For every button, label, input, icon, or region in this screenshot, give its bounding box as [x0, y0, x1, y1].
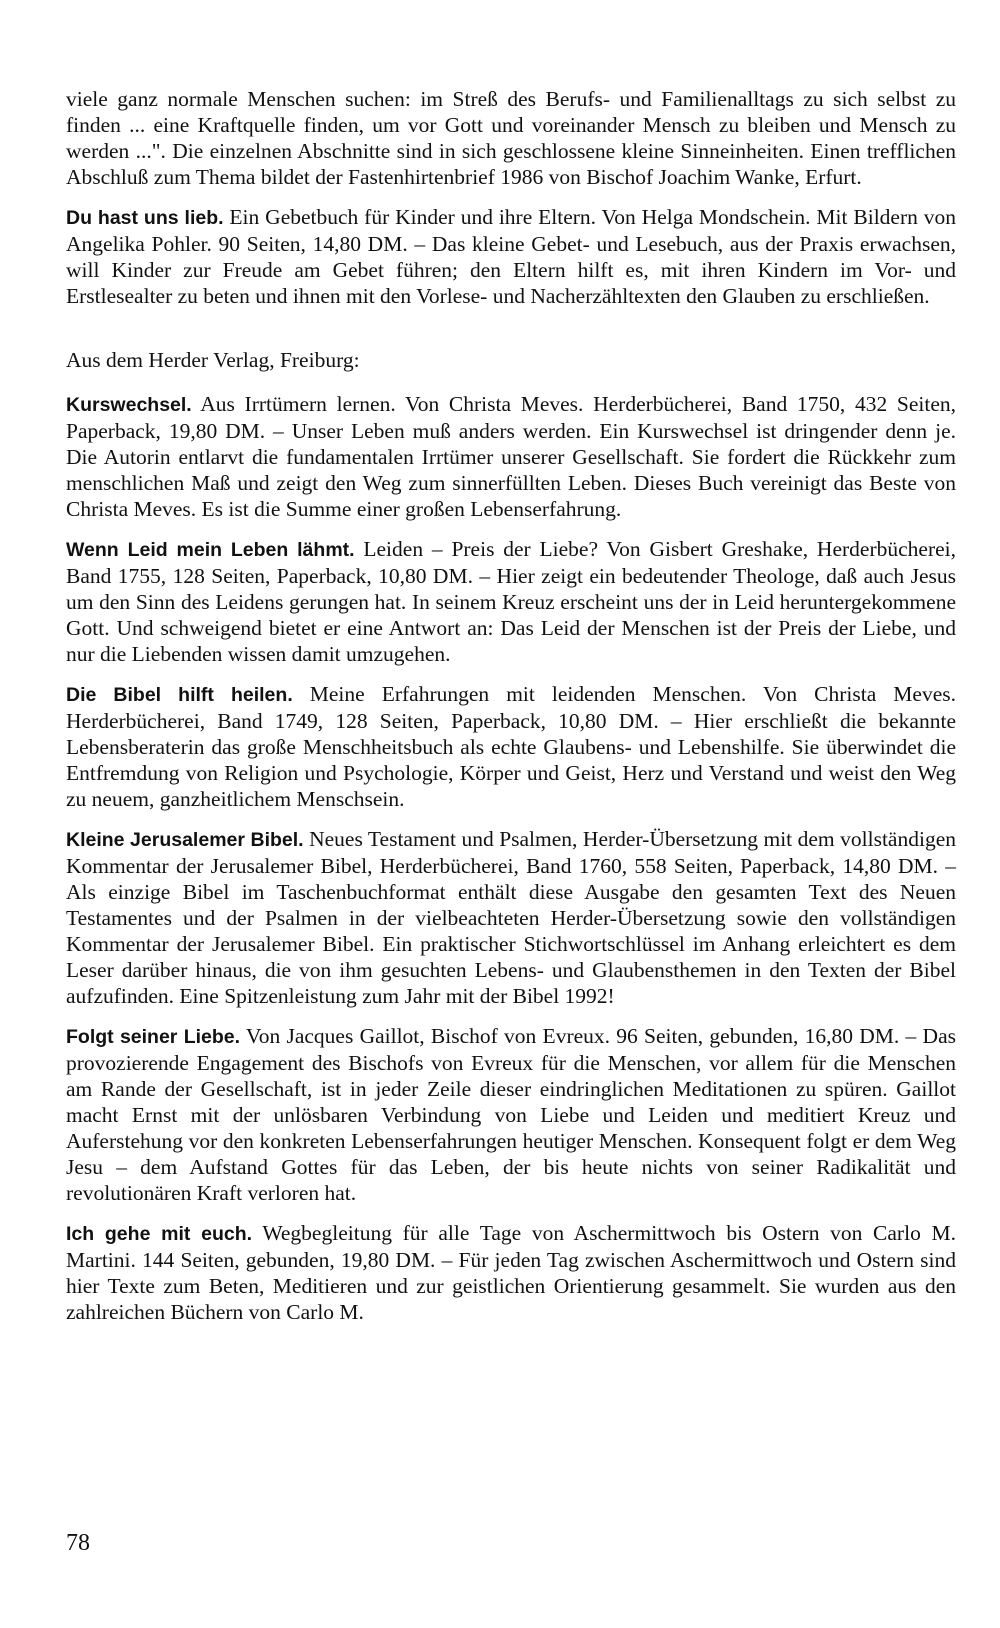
book-entry	[66, 1220, 956, 1325]
book-description: Von Jacques Gaillot, Bischof von Evreux. 96 Seiten, gebunden, 16,80 DM. – Das provozierende Engagement des Bischofs von Evreux für die Menschen, vor allem für die Menschen am Rande der Gesellschaft, ist in jeder Zeile dieser eindringlichen Meditationen zu spüren. Gaillot macht Ernst mit der unlösbaren Verbindung von Liebe und Leiden und meditiert Kreuz und Auferstehung vor den konkreten Lebenserfahrungen heutiger Menschen. Konsequent folgt er dem Weg Jesu – dem Aufstand Gottes für das Leben, der bis heute nichts von seiner Radikalität und revolutionären Kraft verloren hat.	[66, 1024, 956, 1205]
book-entry	[66, 681, 956, 812]
book-entry	[66, 826, 956, 1009]
publisher-heading: Aus dem Herder Verlag, Freiburg:	[66, 348, 360, 372]
book-description: Meine Erfahrungen mit leidenden Menschen. Von Christa Meves. Herderbücherei, Band 1749, 128 Seiten, Paperback, 10,80 DM. – Hier erschließt die bekannte Lebensberaterin das große Menschheitsbuch als echte Glaubens- und Lebenshilfe. Sie überwindet die Entfremdung von Religion und Psychologie, Körper und Geist, Herz und Verstand und weist den Weg zu neuem, ganzheitlichem Menschsein.	[66, 682, 956, 811]
book-title: Die Bibel hilft heilen.	[66, 684, 293, 706]
page-body	[66, 86, 956, 1339]
book-title: Folgt seiner Liebe.	[66, 1026, 241, 1048]
page-number: 78	[66, 1530, 90, 1556]
book-title: Kleine Jerusalemer Bibel.	[66, 829, 304, 851]
book-description: Leiden – Preis der Liebe? Von Gisbert Greshake, Herderbücherei, Band 1755, 128 Seiten, Paperback, 10,80 DM. – Hier zeigt ein bedeutender Theologe, daß auch Jesus um den Sinn des Leidens gerungen hat. In seinem Kreuz erscheint uns der in Leid heruntergekommene Gott. Und schweigend bietet er eine Antwort an: Das Leid der Menschen ist der Preis der Liebe, und nur die Liebenden wissen damit umzugehen.	[66, 537, 956, 666]
book-description: Neues Testament und Psalmen, Herder-Übersetzung mit dem vollständigen Kommentar der Jerusalemer Bibel, Herderbücherei, Band 1760, 558 Seiten, Paperback, 14,80 DM. – Als einzige Bibel im Taschenbuchformat enthält diese Ausgabe den gesamten Text des Neuen Testamentes und der Psalmen in der vielbeachteten Herder-Übersetzung sowie den vollständigen Kommentar der Jerusalemer Bibel. Ein praktischer Stichwortschlüssel im Anhang erleichtert es dem Leser darüber hinaus, die von ihm gesuchten Lebens- und Glaubensthemen in den Texten der Bibel aufzufinden. Eine Spitzenleistung zum Jahr mit der Bibel 1992!	[66, 827, 956, 1008]
book-entry	[66, 391, 956, 522]
book-description: Aus Irrtümern lernen. Von Christa Meves. Herderbücherei, Band 1750, 432 Seiten, Paperback, 19,80 DM. – Unser Leben muß anders werden. Ein Kurswechsel ist dringender denn je. Die Autorin entlarvt die fundamentalen Irrtümer unserer Gesellschaft. Sie fordert die Rückkehr zum menschlichen Maß und zeigt den Weg zum sinnerfüllten Leben. Dieses Buch vereinigt das Beste von Christa Meves. Es ist die Summe einer großen Lebenserfahrung.	[66, 392, 956, 521]
book-title: Kurswechsel.	[66, 394, 192, 416]
book-description: Ein Gebetbuch für Kinder und ihre Eltern. Von Helga Mondschein. Mit Bildern von Angelika Pohler. 90 Seiten, 14,80 DM. – Das kleine Gebet- und Lesebuch, aus der Praxis erwachsen, will Kinder zur Freude am Gebet führen; den Eltern hilft es, mit ihren Kindern im Vor- und Erstlesealter zu beten und ihnen mit den Vorlese- und Nacherzähltexten den Glauben zu erschließen.	[66, 205, 956, 308]
book-title: Du hast uns lieb.	[66, 207, 224, 229]
book-title: Ich gehe mit euch.	[66, 1223, 253, 1245]
book-description: Wegbegleitung für alle Tage von Aschermittwoch bis Ostern von Carlo M. Martini. 144 Seiten, gebunden, 19,80 DM. – Für jeden Tag zwischen Aschermittwoch und Ostern sind hier Texte zum Beten, Meditieren und zur geistlichen Orientierung gesammelt. Sie wurden aus den zahlreichen Büchern von Carlo M.	[66, 1221, 956, 1324]
book-entry	[66, 536, 956, 667]
book-entry	[66, 204, 956, 309]
intro-paragraph: viele ganz normale Menschen suchen: im Streß des Berufs- und Familienalltags zu sich selbst zu finden ... eine Kraftquelle finden, um vor Gott und voreinander Mensch zu bleiben und Mensch zu werden ...". Die einzelnen Abschnitte sind in sich geschlossene kleine Sinneinheiten. Einen trefflichen Abschluß zum Thema bildet der Fastenhirtenbrief 1986 von Bischof Joachim Wanke, Erfurt.	[66, 87, 956, 189]
book-entry	[66, 1023, 956, 1206]
book-title: Wenn Leid mein Leben lähmt.	[66, 539, 355, 561]
